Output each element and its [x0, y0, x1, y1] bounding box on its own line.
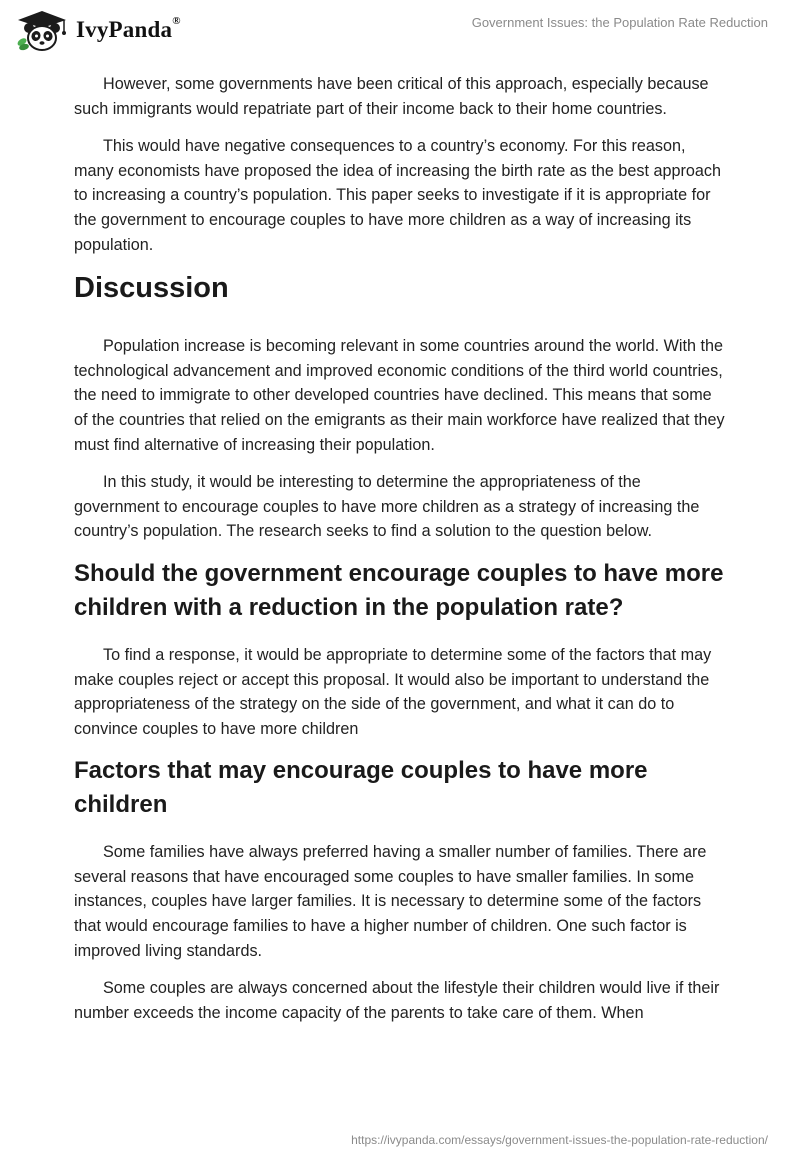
- heading-discussion: Discussion: [74, 272, 229, 305]
- source-url[interactable]: https://ivypanda.com/essays/government-issues-the-population-rate-reduction/: [351, 1133, 768, 1147]
- paragraph: However, some governments have been critical of this approach, especially because such immigrants would repatriate part of their income back to their home countries.: [74, 75, 709, 118]
- ivypanda-logo[interactable]: [14, 8, 181, 52]
- heading-factors: Factors that may encourage couples to have more children: [74, 757, 648, 819]
- paragraph: To find a response, it would be appropriate to determine some of the factors that may make couples reject or accept this proposal. It would also be important to understand the appropriateness of the strategy on the side of the government, and what it can do to convince couples to have more children: [74, 645, 712, 738]
- paragraph: In this study, it would be interesting to determine the appropriateness of the government to encourage couples to have more children as a strategy of increasing the country’s population. The research seeks to find a solution to the question below.: [74, 473, 700, 541]
- panda-icon: [14, 8, 70, 52]
- heading-question: Should the government encourage couples to have more children with a reduction in the population rate?: [74, 559, 724, 621]
- paragraph: Population increase is becoming relevant in some countries around the world. With the technological advancement and improved economic conditions of the third world countries, the need to immigrate to other developed countries have declined. This means that some of the countries that relied on the emigrants as their main workforce have realized that they must find alternative of increasing their population.: [74, 337, 725, 454]
- paragraph: Some couples are always concerned about the lifestyle their children would live if their number exceeds the income capacity of the parents to take care of them. When: [74, 979, 720, 1022]
- page-header: [0, 0, 800, 60]
- paragraph: This would have negative consequences to a country’s economy. For this reason, many economists have proposed the idea of increasing the birth rate as the best approach to increasing a country’s population. This paper seeks to investigate if it is appropriate for the government to encourage couples to have more children as a way of increasing its population.: [74, 137, 721, 254]
- paragraph: Some families have always preferred having a smaller number of families. There are several reasons that have encouraged some couples to have smaller families. In some instances, couples have larger families. It is necessary to determine some of the factors that would encourage families to have a higher number of children. One such factor is improved living standards.: [74, 843, 707, 960]
- document-title: Government Issues: the Population Rate Reduction: [471, 15, 768, 30]
- registered-mark: ®: [172, 15, 181, 28]
- brand-name: IvyPanda®: [76, 15, 181, 42]
- essay-content: [74, 72, 726, 1038]
